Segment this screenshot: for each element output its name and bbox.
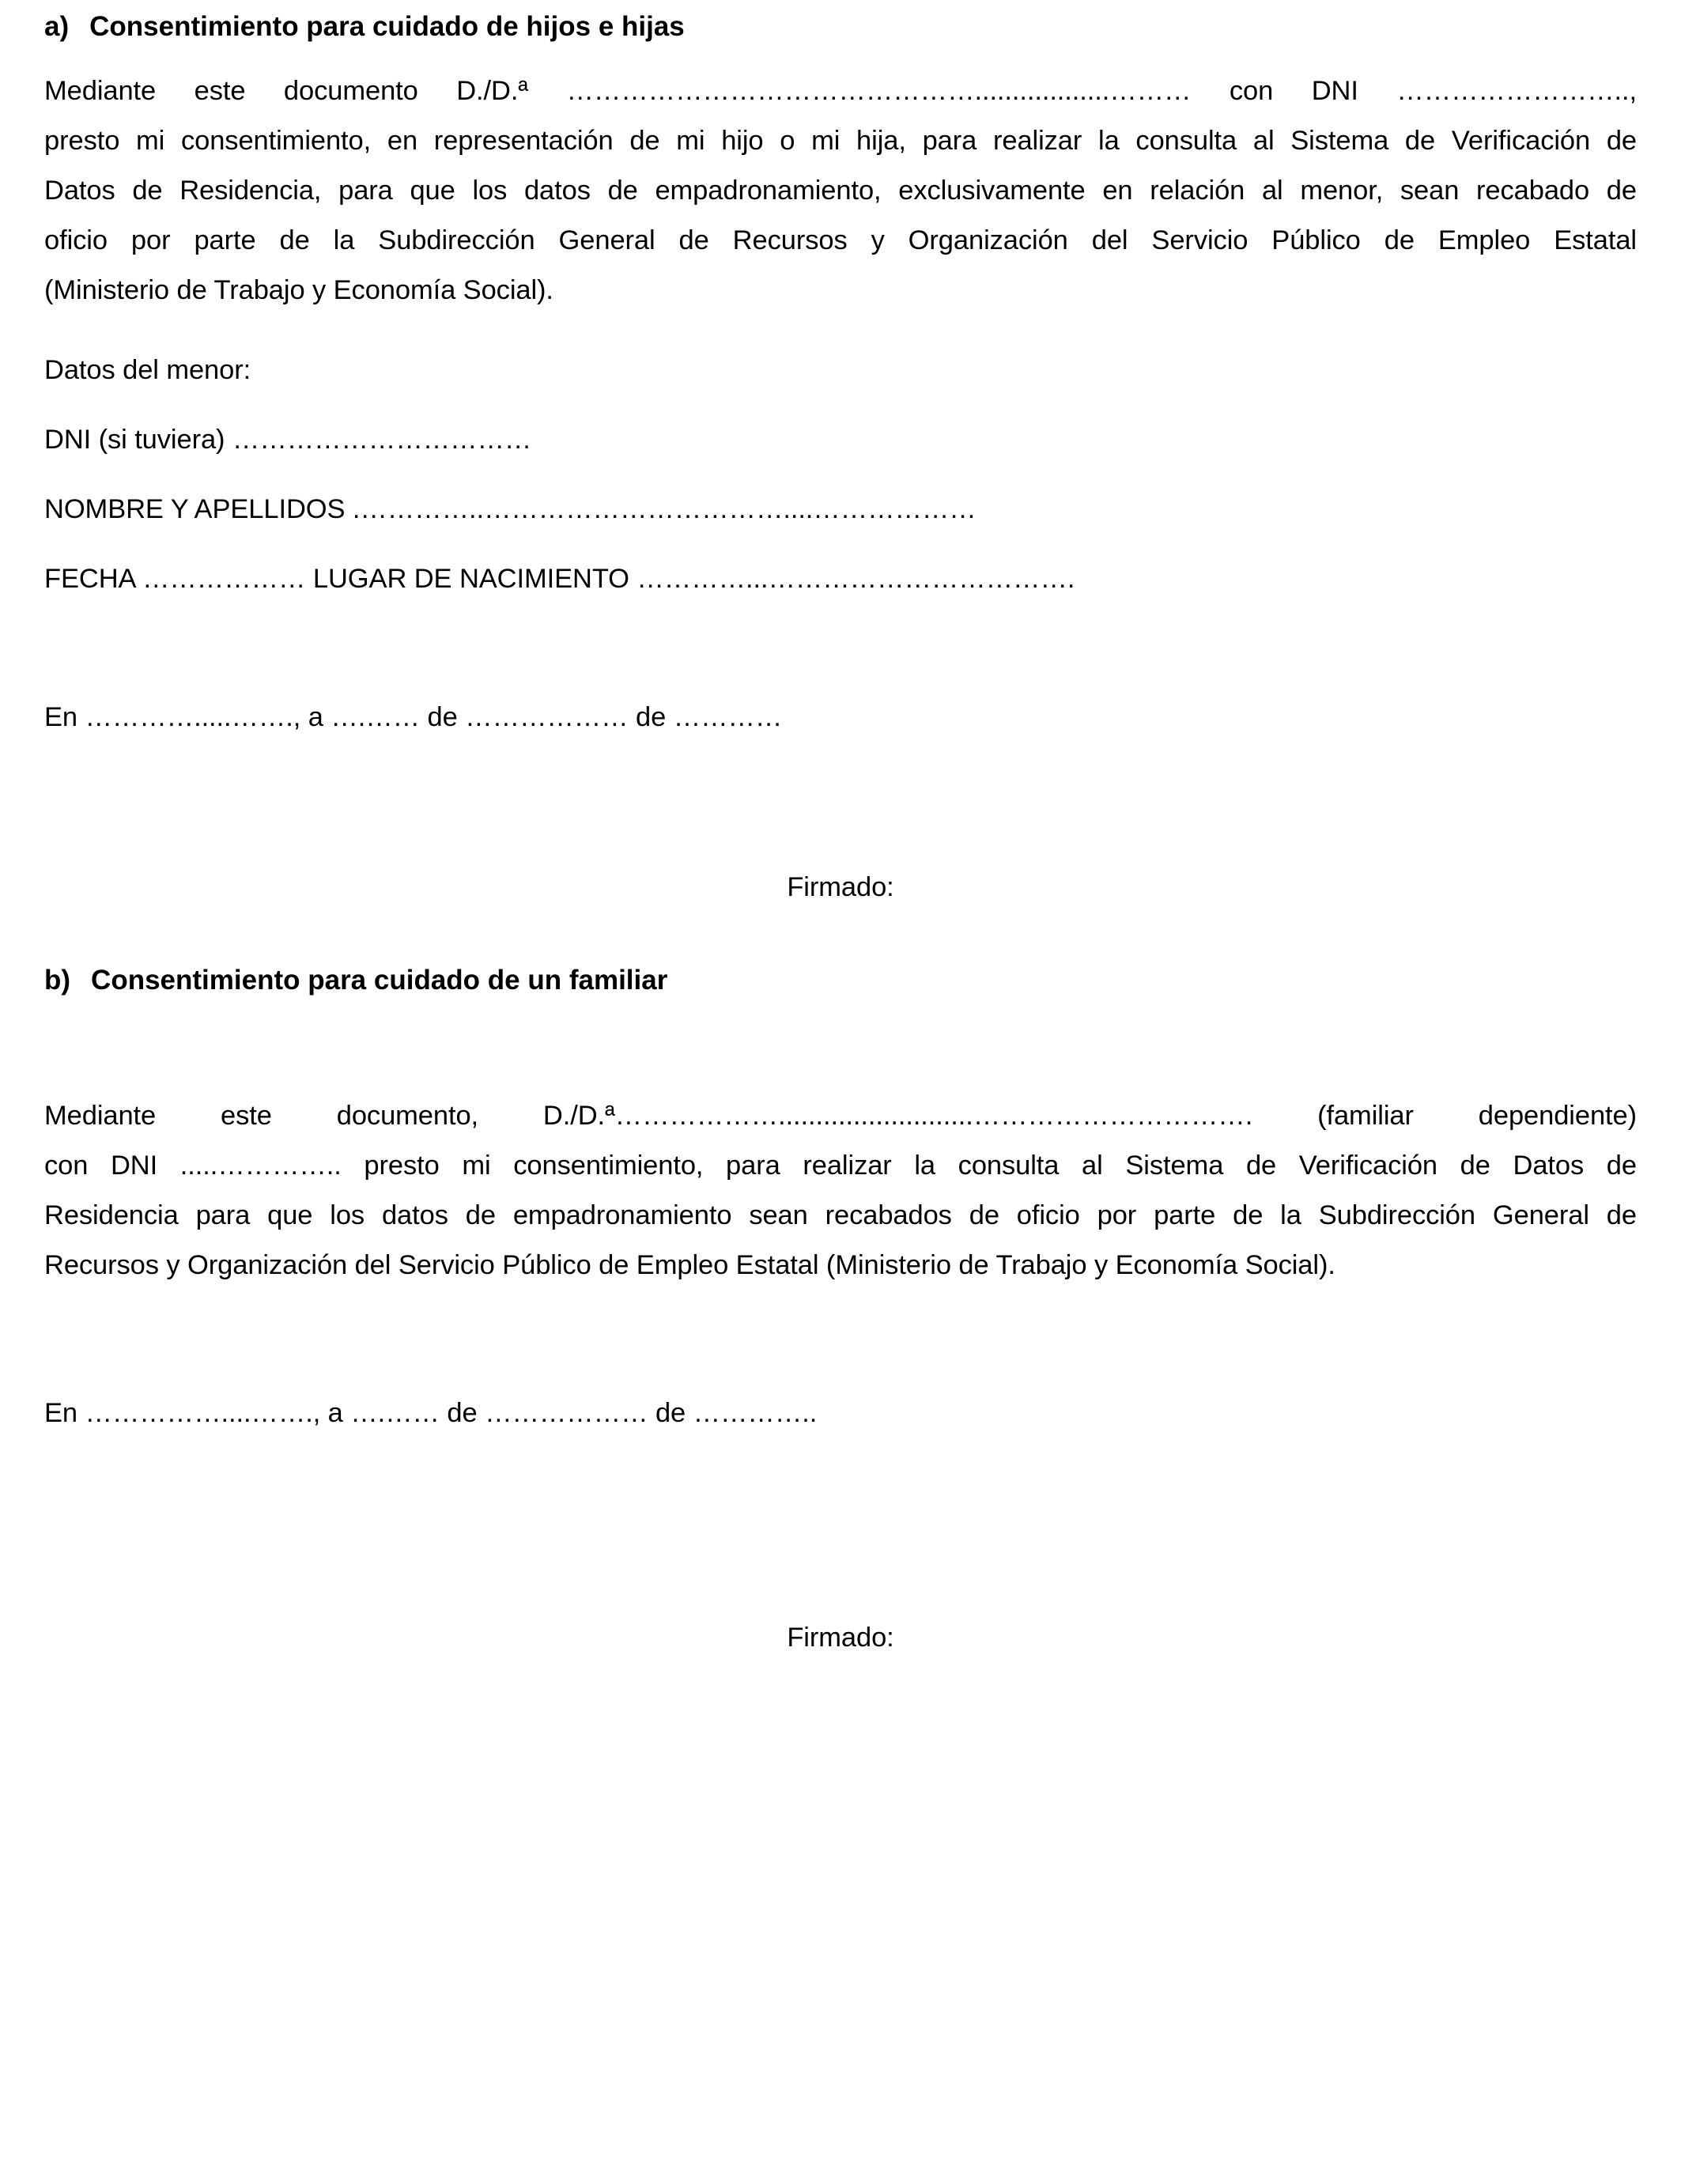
section-a-paragraph-line-1: Mediante este documento D./D.ª ………………………………………..................……… con DNI …………………….., xyxy=(44,76,1637,106)
section-b-paragraph-line-2: con DNI .....………….. presto mi consentimiento, para realizar la consulta al Sistema de Verificación de Datos de xyxy=(44,1151,1637,1181)
section-a-heading-title: Consentimiento para cuidado de hijos e hijas xyxy=(89,11,685,42)
section-a-heading-label: a) xyxy=(44,11,70,42)
section-b-paragraph-line-3: Residencia para que los datos de empadronamiento sean recabados de oficio por parte de la Subdirección General de xyxy=(44,1200,1637,1230)
section-b-heading xyxy=(44,963,1637,998)
section-b-signature-label: Firmado: xyxy=(787,1623,894,1653)
section-a-paragraph-line-3: Datos de Residencia, para que los datos de empadronamiento, exclusivamente en relación al menor, sean recabado de xyxy=(44,176,1637,206)
nombre-apellidos-field-line: NOMBRE Y APELLIDOS .…………..……………………………....……………… xyxy=(44,494,976,524)
datos-del-menor-label: Datos del menor: xyxy=(44,355,251,385)
section-a-signature-label: Firmado: xyxy=(787,872,894,902)
fecha-lugar-nacimiento-field-line: FECHA ……………… LUGAR DE NACIMIENTO …………...……………………………. xyxy=(44,564,1075,594)
section-b-place-date-line: En ……………....……., a ….…… de ……………… de ………….. xyxy=(44,1398,818,1428)
section-a-paragraph-line-2: presto mi consentimiento, en representación de mi hijo o mi hija, para realizar la consulta al Sistema de Verificación de xyxy=(44,126,1637,156)
section-a-heading xyxy=(44,9,1637,44)
section-a-paragraph-line-5: (Ministerio de Trabajo y Economía Social). xyxy=(44,275,553,305)
section-b-paragraph-line-1: Mediante este documento, D./D.ª………………..........................…………………………. (familiar dependiente) xyxy=(44,1101,1637,1131)
dni-field-line: DNI (si tuviera) …………………………… xyxy=(44,425,532,455)
section-a-paragraph xyxy=(44,66,1637,316)
section-b-heading-title: Consentimiento para cuidado de un familiar xyxy=(91,965,668,996)
section-b-heading-label: b) xyxy=(44,965,71,996)
section-a-place-date-line: En ………….....……., a ….…… de ……………… de ………… xyxy=(44,702,783,732)
section-a-paragraph-line-4: oficio por parte de la Subdirección General de Recursos y Organización del Servicio Público de Empleo Estatal xyxy=(44,225,1637,255)
section-b-paragraph xyxy=(44,1091,1637,1290)
section-b-paragraph-line-4: Recursos y Organización del Servicio Público de Empleo Estatal (Ministerio de Trabajo y Economía Social). xyxy=(44,1250,1335,1280)
